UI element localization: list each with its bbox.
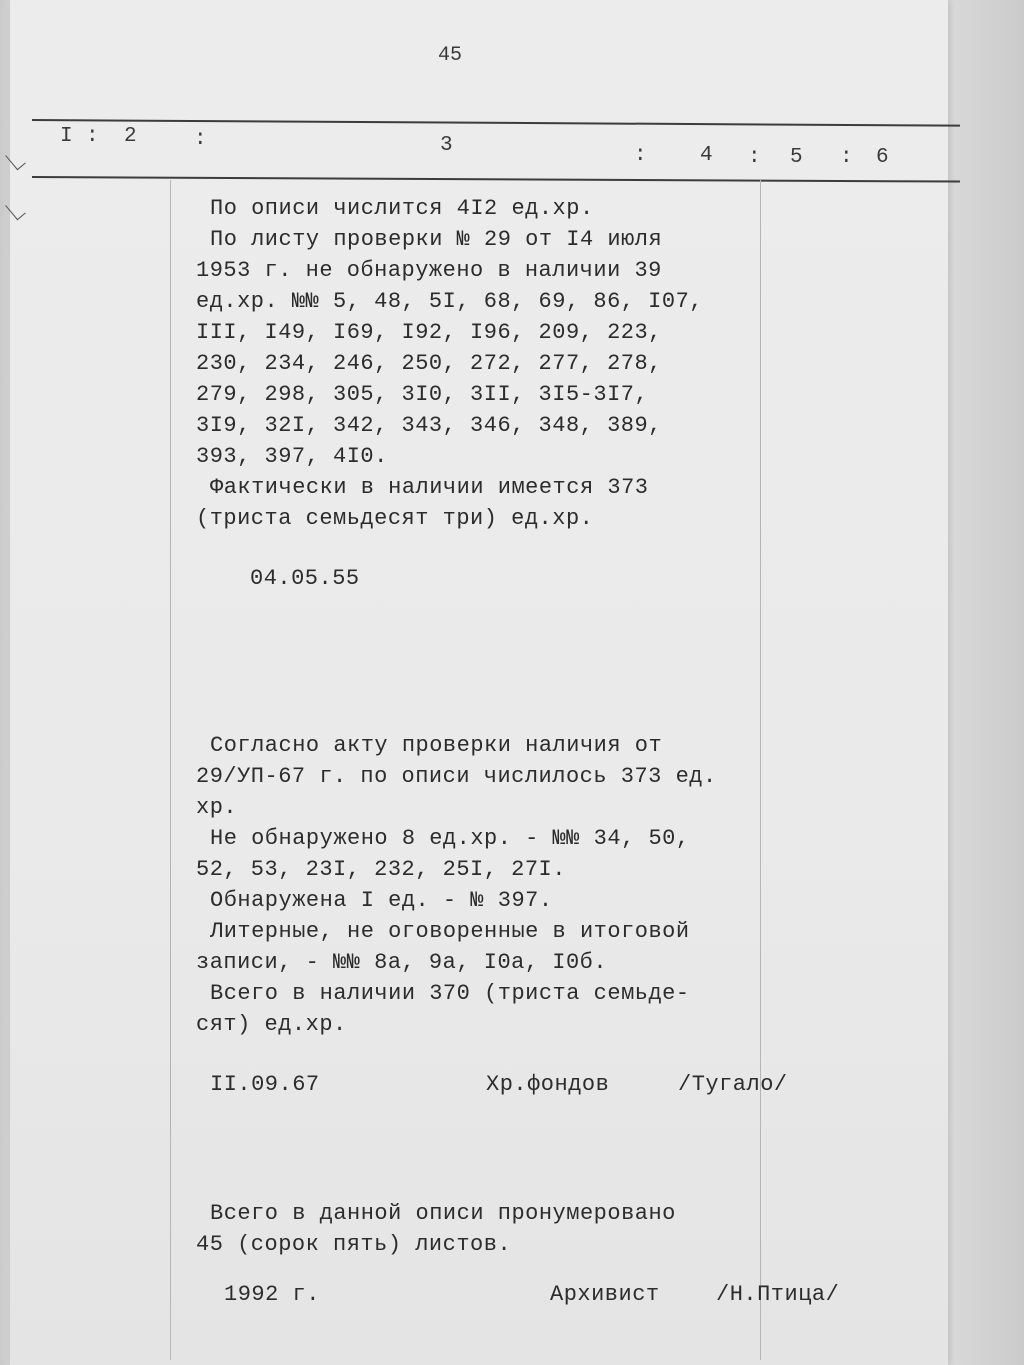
entry-2-line: Обнаружена I ед. - № 397. [210,888,553,913]
column-divider [760,180,761,1360]
entry-2-line: хр. [196,795,238,820]
column-number-3: 3 [440,134,453,157]
entry-1-line: Фактически в наличии имеется 373 [210,475,649,500]
column-number-4: 4 [700,144,713,167]
entry-1-line: По описи числится 4I2 ед.хр. [210,196,594,221]
column-divider [170,180,171,1360]
entry-2-line: 52, 53, 23I, 232, 25I, 27I. [196,857,566,882]
entry-2-line: сят) ед.хр. [196,1012,347,1037]
entry-2-line: записи, - №№ 8а, 9а, I0а, I0б. [196,950,608,975]
entry-1-line: 1953 г. не обнаружено в наличии 39 [196,258,662,283]
entry-3-line: 45 (сорок пять) листов. [196,1232,512,1257]
entry-1-line: 279, 298, 305, 3I0, 3II, 3I5-3I7, [196,382,649,407]
entry-1-line: ед.хр. №№ 5, 48, 5I, 68, 69, 86, I07, [196,289,703,314]
table-header-top-rule [32,119,960,127]
entry-2-line: Согласно акту проверки наличия от [210,733,663,758]
entry-3-text [196,1198,756,1260]
entry-2-text [196,730,756,1040]
underlying-page-edge [948,0,1024,1365]
binding-thread-mark [5,199,26,221]
entry-2-signature: /Тугало/ [678,1072,788,1097]
page-number: 45 [438,44,463,67]
column-number-2: 2 [124,125,137,148]
entry-2-line: 29/УП-67 г. по описи числилось 373 ед. [196,764,717,789]
column-separator: : [86,125,99,148]
column-number-5: 5 [790,146,803,169]
column-separator: : [194,128,207,151]
entry-1-line: По листу проверки № 29 от I4 июля [210,227,663,252]
entry-2-line: Не обнаружено 8 ед.хр. - №№ 34, 50, [210,826,690,851]
entry-3-position: Архивист [550,1282,660,1307]
column-number-1: I [60,125,73,148]
entry-2-line: Всего в наличии 370 (триста семьде- [210,981,690,1006]
entry-3-signature: /Н.Птица/ [716,1282,840,1307]
table-header-bottom-rule [32,176,960,183]
column-number-6: 6 [876,146,889,169]
entry-1-line: (триста семьдесят три) ед.хр. [196,506,594,531]
entry-1-line: 3I9, 32I, 342, 343, 346, 348, 389, [196,413,662,438]
entry-2-date: II.09.67 [210,1072,320,1097]
column-separator: : [634,144,647,167]
entry-1-line: III, I49, I69, I92, I96, 209, 223, [196,320,662,345]
entry-3-line: Всего в данной описи пронумеровано [210,1201,676,1226]
entry-2-position: Хр.фондов [486,1072,610,1097]
entry-2-line: Литерные, не оговоренные в итоговой [210,919,690,944]
archive-sheet [10,0,948,1365]
entry-1-line: 393, 397, 4I0. [196,444,388,469]
entry-3-date: 1992 г. [224,1282,320,1307]
entry-1-line: 230, 234, 246, 250, 272, 277, 278, [196,351,662,376]
entry-1-text [196,193,756,534]
entry-1-date: 04.05.55 [250,566,360,591]
column-separator: : [840,146,853,169]
binding-thread-mark [5,149,26,171]
column-separator: : [748,146,761,169]
